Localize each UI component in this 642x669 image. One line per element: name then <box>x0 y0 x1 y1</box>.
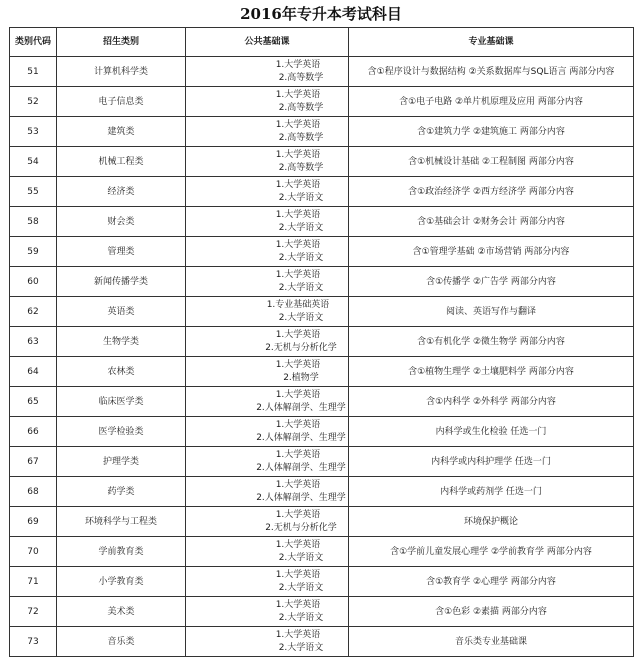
major-courses-cell: 含①教育学 ②心理学 两部分内容 <box>349 567 634 597</box>
major-courses-cell: 含①色彩 ②素描 两部分内容 <box>349 597 634 627</box>
category-code-cell: 54 <box>10 147 57 177</box>
public-courses-cell <box>186 447 349 477</box>
public-course-item: 2.大学语文 <box>278 642 324 653</box>
document-title: 2016年专升本考试科目 <box>240 5 402 23</box>
category-name-cell: 小学教育类 <box>57 567 186 597</box>
public-course-item: 2.大学语文 <box>278 552 324 563</box>
table-row <box>10 207 634 237</box>
public-course-item: 2.植物学 <box>283 372 319 383</box>
public-course-item: 1.大学英语 <box>275 509 321 520</box>
major-courses-cell: 环境保护概论 <box>349 507 634 537</box>
public-course-item: 1.大学英语 <box>275 539 321 550</box>
public-courses-list <box>186 389 348 415</box>
public-course-item: 2.大学语文 <box>278 282 324 293</box>
major-courses-cell: 阅读、英语写作与翻译 <box>349 297 634 327</box>
category-name-cell: 农林类 <box>57 357 186 387</box>
table-row <box>10 447 634 477</box>
public-courses-cell <box>186 177 349 207</box>
public-course-item: 1.大学英语 <box>275 449 321 460</box>
public-course-item: 2.大学语文 <box>278 252 324 263</box>
header-category: 招生类别 <box>57 28 186 57</box>
public-courses-list <box>186 59 348 85</box>
public-courses-cell <box>186 417 349 447</box>
table-header-row <box>10 28 634 57</box>
public-course-item: 1.大学英语 <box>275 59 321 70</box>
public-course-item: 2.无机与分析化学 <box>265 342 337 353</box>
table-row <box>10 417 634 447</box>
public-courses-cell <box>186 597 349 627</box>
public-course-item: 2.高等数学 <box>278 132 324 143</box>
major-courses-cell: 内科学或生化检验 任选一门 <box>349 417 634 447</box>
public-course-item: 1.大学英语 <box>275 239 321 250</box>
public-course-item: 2.大学语文 <box>278 582 324 593</box>
public-course-item: 1.大学英语 <box>275 599 321 610</box>
public-courses-list <box>186 239 348 265</box>
public-course-item: 1.大学英语 <box>275 209 321 220</box>
public-course-item: 2.人体解剖学、生理学 <box>256 432 346 443</box>
public-courses-list <box>186 359 348 385</box>
public-courses-list <box>186 539 348 565</box>
category-name-cell: 护理学类 <box>57 447 186 477</box>
major-courses-cell: 含①传播学 ②广告学 两部分内容 <box>349 267 634 297</box>
category-code-cell: 51 <box>10 57 57 87</box>
table-row <box>10 567 634 597</box>
public-courses-cell <box>186 117 349 147</box>
table-row <box>10 357 634 387</box>
category-code-cell: 52 <box>10 87 57 117</box>
table-body <box>10 57 634 657</box>
public-course-item: 1.大学英语 <box>275 569 321 580</box>
major-courses-cell: 含①政治经济学 ②西方经济学 两部分内容 <box>349 177 634 207</box>
category-name-cell: 环境科学与工程类 <box>57 507 186 537</box>
public-courses-cell <box>186 57 349 87</box>
public-course-item: 2.大学语文 <box>278 612 324 623</box>
major-courses-cell: 内科学或药剂学 任选一门 <box>349 477 634 507</box>
category-name-cell: 新闻传播学类 <box>57 267 186 297</box>
public-courses-cell <box>186 297 349 327</box>
category-code-cell: 53 <box>10 117 57 147</box>
category-name-cell: 音乐类 <box>57 627 186 657</box>
major-courses-cell: 音乐类专业基础课 <box>349 627 634 657</box>
major-courses-cell: 含①程序设计与数据结构 ②关系数据库与SQL语言 两部分内容 <box>349 57 634 87</box>
public-course-item: 1.大学英语 <box>275 389 321 400</box>
category-code-cell: 69 <box>10 507 57 537</box>
header-major-courses: 专业基础课 <box>349 28 634 57</box>
public-courses-list <box>186 119 348 145</box>
category-code-cell: 73 <box>10 627 57 657</box>
table-row <box>10 387 634 417</box>
category-code-cell: 66 <box>10 417 57 447</box>
category-code-cell: 58 <box>10 207 57 237</box>
public-courses-cell <box>186 327 349 357</box>
public-courses-cell <box>186 147 349 177</box>
public-course-item: 1.大学英语 <box>275 479 321 490</box>
public-courses-list <box>186 269 348 295</box>
table-row <box>10 117 634 147</box>
major-courses-cell: 含①有机化学 ②微生物学 两部分内容 <box>349 327 634 357</box>
header-public-courses: 公共基础课 <box>186 28 349 57</box>
public-course-item: 2.大学语文 <box>278 312 324 323</box>
category-code-cell: 65 <box>10 387 57 417</box>
category-name-cell: 电子信息类 <box>57 87 186 117</box>
public-courses-list <box>186 89 348 115</box>
category-name-cell: 临床医学类 <box>57 387 186 417</box>
category-name-cell: 建筑类 <box>57 117 186 147</box>
public-courses-cell <box>186 567 349 597</box>
public-course-item: 2.人体解剖学、生理学 <box>256 462 346 473</box>
major-courses-cell: 含①植物生理学 ②土壤肥料学 两部分内容 <box>349 357 634 387</box>
public-courses-list <box>186 449 348 475</box>
public-courses-cell <box>186 507 349 537</box>
public-course-item: 1.大学英语 <box>275 269 321 280</box>
table-row <box>10 177 634 207</box>
table-row <box>10 237 634 267</box>
public-courses-cell <box>186 627 349 657</box>
public-course-item: 1.大学英语 <box>275 419 321 430</box>
category-name-cell: 学前教育类 <box>57 537 186 567</box>
table-row <box>10 87 634 117</box>
table-row <box>10 147 634 177</box>
table-row <box>10 507 634 537</box>
major-courses-cell: 含①学前儿童发展心理学 ②学前教育学 两部分内容 <box>349 537 634 567</box>
category-code-cell: 67 <box>10 447 57 477</box>
public-courses-list <box>186 569 348 595</box>
public-courses-list <box>186 209 348 235</box>
public-courses-cell <box>186 87 349 117</box>
public-courses-cell <box>186 537 349 567</box>
public-course-item: 2.大学语文 <box>278 222 324 233</box>
category-name-cell: 财会类 <box>57 207 186 237</box>
public-courses-list <box>186 329 348 355</box>
public-course-item: 1.大学英语 <box>275 89 321 100</box>
public-course-item: 1.大学英语 <box>275 179 321 190</box>
table-row <box>10 267 634 297</box>
public-courses-cell <box>186 267 349 297</box>
public-courses-cell <box>186 237 349 267</box>
major-courses-cell: 含①管理学基础 ②市场营销 两部分内容 <box>349 237 634 267</box>
public-courses-list <box>186 419 348 445</box>
public-courses-list <box>186 179 348 205</box>
category-name-cell: 计算机科学类 <box>57 57 186 87</box>
category-code-cell: 72 <box>10 597 57 627</box>
category-code-cell: 55 <box>10 177 57 207</box>
public-course-item: 2.高等数学 <box>278 162 324 173</box>
category-code-cell: 63 <box>10 327 57 357</box>
public-courses-cell <box>186 387 349 417</box>
public-course-item: 2.高等数学 <box>278 102 324 113</box>
table-row <box>10 597 634 627</box>
category-name-cell: 管理类 <box>57 237 186 267</box>
major-courses-cell: 含①内科学 ②外科学 两部分内容 <box>349 387 634 417</box>
public-courses-list <box>186 299 348 325</box>
public-course-item: 1.专业基础英语 <box>266 299 330 310</box>
public-course-item: 1.大学英语 <box>275 119 321 130</box>
public-course-item: 1.大学英语 <box>275 329 321 340</box>
category-code-cell: 70 <box>10 537 57 567</box>
public-course-item: 1.大学英语 <box>275 359 321 370</box>
public-courses-list <box>186 599 348 625</box>
table-row <box>10 477 634 507</box>
major-courses-cell: 含①电子电路 ②单片机原理及应用 两部分内容 <box>349 87 634 117</box>
public-course-item: 2.无机与分析化学 <box>265 522 337 533</box>
public-course-item: 1.大学英语 <box>275 149 321 160</box>
header-code: 类别代码 <box>10 28 57 57</box>
category-name-cell: 医学检验类 <box>57 417 186 447</box>
public-course-item: 2.大学语文 <box>278 192 324 203</box>
major-courses-cell: 含①建筑力学 ②建筑施工 两部分内容 <box>349 117 634 147</box>
major-courses-cell: 内科学或内科护理学 任选一门 <box>349 447 634 477</box>
major-courses-cell: 含①机械设计基础 ②工程制图 两部分内容 <box>349 147 634 177</box>
table-row <box>10 297 634 327</box>
category-name-cell: 药学类 <box>57 477 186 507</box>
category-code-cell: 62 <box>10 297 57 327</box>
category-code-cell: 71 <box>10 567 57 597</box>
public-courses-cell <box>186 477 349 507</box>
category-code-cell: 68 <box>10 477 57 507</box>
category-code-cell: 59 <box>10 237 57 267</box>
category-code-cell: 60 <box>10 267 57 297</box>
exam-subjects-table <box>9 27 634 657</box>
public-courses-list <box>186 629 348 655</box>
category-name-cell: 英语类 <box>57 297 186 327</box>
category-code-cell: 64 <box>10 357 57 387</box>
table-row <box>10 627 634 657</box>
table-row <box>10 327 634 357</box>
category-name-cell: 美术类 <box>57 597 186 627</box>
public-course-item: 2.高等数学 <box>278 72 324 83</box>
public-courses-list <box>186 479 348 505</box>
table-row <box>10 57 634 87</box>
table-row <box>10 537 634 567</box>
public-courses-cell <box>186 207 349 237</box>
major-courses-cell: 含①基础会计 ②财务会计 两部分内容 <box>349 207 634 237</box>
public-course-item: 2.人体解剖学、生理学 <box>256 492 346 503</box>
category-name-cell: 生物学类 <box>57 327 186 357</box>
public-courses-list <box>186 509 348 535</box>
category-name-cell: 机械工程类 <box>57 147 186 177</box>
public-courses-list <box>186 149 348 175</box>
category-name-cell: 经济类 <box>57 177 186 207</box>
public-courses-cell <box>186 357 349 387</box>
public-course-item: 1.大学英语 <box>275 629 321 640</box>
public-course-item: 2.人体解剖学、生理学 <box>256 402 346 413</box>
